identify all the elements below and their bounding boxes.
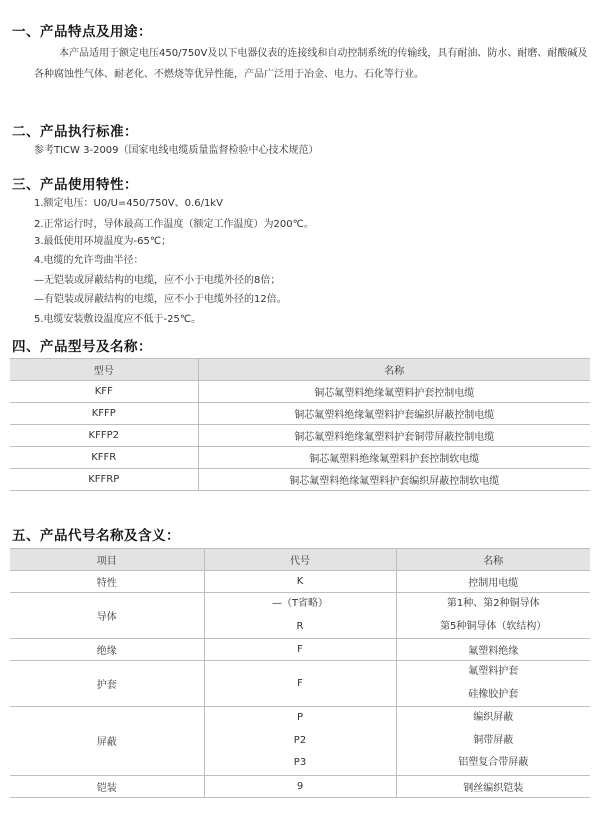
code-table-header bbox=[10, 549, 590, 571]
meaning-cell: 编织屏蔽 bbox=[473, 712, 514, 723]
model-name: 铜芯氟塑料绝缘氟塑料护套编织屏蔽控制电缆 bbox=[198, 403, 590, 425]
meaning-cell: 第1种、第2种铜导体 bbox=[446, 598, 540, 609]
model-code: KFFRP bbox=[10, 469, 198, 491]
table-row bbox=[10, 403, 590, 425]
meaning-cell: 钢丝编织铠装 bbox=[396, 775, 590, 797]
model-code: KFFR bbox=[10, 447, 198, 469]
section-4-heading: 四、产品型号及名称： bbox=[12, 339, 152, 355]
item-cell: 护套 bbox=[10, 661, 204, 707]
code-cell: F bbox=[204, 639, 396, 661]
model-name: 铜芯氟塑料绝缘氟塑料护套控制软电缆 bbox=[198, 447, 590, 469]
meaning-cell: 铜带屏蔽 bbox=[473, 734, 514, 746]
meaning-cell: 氟塑料绝缘 bbox=[396, 639, 590, 661]
item-cell: 特性 bbox=[10, 571, 204, 593]
header-model: 型号 bbox=[10, 359, 198, 381]
code-cell: F bbox=[204, 661, 396, 707]
spec-line-7: 5.电缆安装敷设温度应不低于-25℃。 bbox=[34, 314, 202, 325]
table-row bbox=[10, 381, 590, 403]
header-item: 项目 bbox=[10, 549, 204, 571]
table-row bbox=[10, 661, 590, 707]
spec-line-1: 1.额定电压：U0/U=450/750V、0.6/1kV bbox=[34, 198, 223, 209]
code-cell: P bbox=[296, 712, 304, 723]
table-row bbox=[10, 707, 590, 776]
model-table bbox=[10, 358, 590, 491]
model-code: KFFP2 bbox=[10, 425, 198, 447]
section-5-heading: 五、产品代号名称及含义： bbox=[12, 528, 180, 544]
meaning-cell: 铝塑复合带屏蔽 bbox=[458, 757, 529, 768]
header-name: 名称 bbox=[198, 359, 590, 381]
table-row bbox=[10, 447, 590, 469]
meaning-cell: 氟塑料护套 bbox=[468, 666, 519, 677]
code-cell: P2 bbox=[293, 734, 307, 746]
model-name: 铜芯氟塑料绝缘氟塑料护套编织屏蔽控制软电缆 bbox=[198, 469, 590, 491]
table-row bbox=[10, 593, 590, 639]
table-row bbox=[10, 571, 590, 593]
code-cell: 9 bbox=[204, 775, 396, 797]
model-name: 铜芯氟塑料绝缘氟塑料护套控制电缆 bbox=[198, 381, 590, 403]
code-cell: —（T省略） bbox=[271, 598, 329, 609]
section-2-body: 参考TICW 3-2009（国家电线电缆质量监督检验中心技术规范） bbox=[34, 145, 319, 156]
table-row bbox=[10, 775, 590, 797]
spec-line-3: 3.最低使用环境温度为-65℃； bbox=[34, 236, 172, 247]
model-code: KFFP bbox=[10, 403, 198, 425]
header-code: 代号 bbox=[204, 549, 396, 571]
table-row bbox=[10, 639, 590, 661]
section-1-body: 本产品适用于额定电压450/750V及以下电器仪表的连接线和自动控制系统的传输线，具有耐油、防水、耐磨、耐酸碱及各种腐蚀性气体、耐老化、不燃烧等优异性能，产品广泛用于冶金、电力、石化等行业。 bbox=[34, 48, 588, 80]
spec-line-6: —有铠装或屏蔽结构的电缆，应不小于电缆外径的12倍。 bbox=[34, 294, 287, 305]
code-cell: P3 bbox=[293, 757, 307, 768]
item-cell: 屏蔽 bbox=[10, 707, 204, 776]
section-2-heading: 二、产品执行标准： bbox=[12, 124, 138, 140]
header-meaning: 名称 bbox=[396, 549, 590, 571]
meaning-cell: 控制用电缆 bbox=[396, 571, 590, 593]
model-name: 铜芯氟塑料绝缘氟塑料护套铜带屏蔽控制电缆 bbox=[198, 425, 590, 447]
item-cell: 铠装 bbox=[10, 775, 204, 797]
table-row bbox=[10, 469, 590, 491]
table-row bbox=[10, 425, 590, 447]
spec-line-5: —无铠装或屏蔽结构的电缆，应不小于电缆外径的8倍； bbox=[34, 275, 281, 286]
code-cell: K bbox=[204, 571, 396, 593]
item-cell: 导体 bbox=[10, 593, 204, 639]
section-3-heading: 三、产品使用特性： bbox=[12, 177, 138, 193]
section-1-heading: 一、产品特点及用途： bbox=[12, 24, 152, 40]
item-cell: 绝缘 bbox=[10, 639, 204, 661]
model-code: KFF bbox=[10, 381, 198, 403]
spec-line-4: 4.电缆的允许弯曲半径： bbox=[34, 255, 144, 266]
model-table-header bbox=[10, 359, 590, 381]
code-cell: R bbox=[296, 620, 304, 632]
code-table bbox=[10, 548, 590, 798]
meaning-cell: 第5种铜导体（软结构） bbox=[440, 620, 547, 632]
spec-line-2: 2.正常运行时，导体最高工作温度（额定工作温度）为200℃。 bbox=[34, 219, 314, 230]
meaning-cell: 硅橡胶护套 bbox=[468, 688, 519, 700]
